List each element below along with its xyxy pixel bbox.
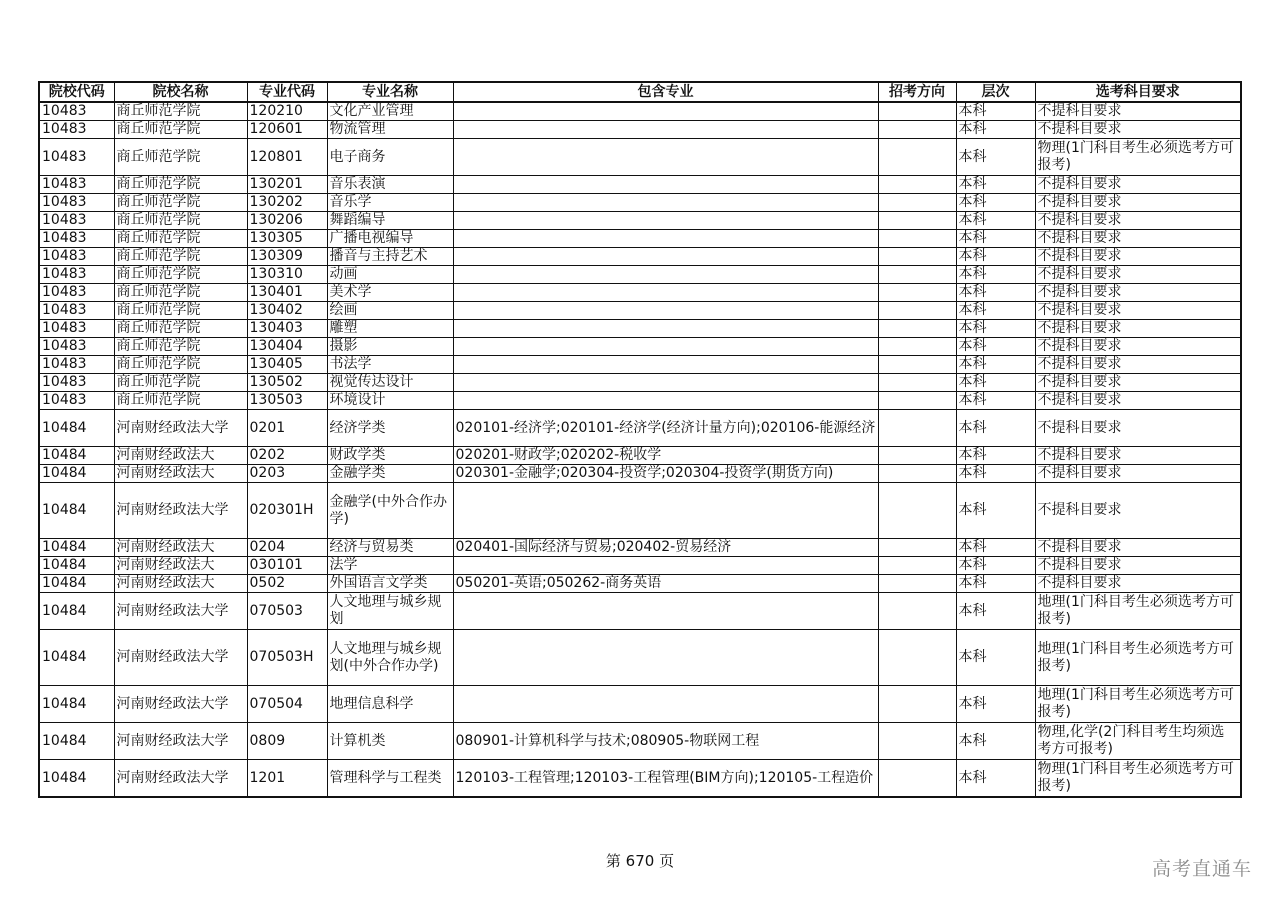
major-code-cell: 130206	[247, 212, 327, 230]
level-cell: 本科	[956, 593, 1035, 630]
subject-requirement-cell: 地理(1门科目考生必须选考方可报考)	[1035, 593, 1241, 630]
subject-requirement-cell: 物理(1门科目考生必须选考方可报考)	[1035, 760, 1241, 798]
major-name-cell: 环境设计	[327, 392, 453, 410]
direction-cell	[878, 686, 956, 723]
direction-cell	[878, 230, 956, 248]
school-name-cell: 商丘师范学院	[114, 356, 247, 374]
school-name-cell: 商丘师范学院	[114, 374, 247, 392]
table-row	[39, 320, 1241, 338]
level-cell: 本科	[956, 686, 1035, 723]
table-row	[39, 194, 1241, 212]
major-table	[38, 81, 1242, 798]
subject-requirement-cell: 不提科目要求	[1035, 102, 1241, 121]
major-name-cell: 计算机类	[327, 723, 453, 760]
direction-cell	[878, 447, 956, 465]
header-school-code: 院校代码	[39, 82, 114, 102]
page-number: 第 670 页	[605, 852, 675, 870]
level-cell: 本科	[956, 194, 1035, 212]
included-majors-cell	[453, 557, 878, 575]
level-cell: 本科	[956, 575, 1035, 593]
included-majors-cell	[453, 686, 878, 723]
subject-requirement-cell: 不提科目要求	[1035, 194, 1241, 212]
direction-cell	[878, 212, 956, 230]
table-row	[39, 266, 1241, 284]
school-code-cell: 10483	[39, 266, 114, 284]
school-name-cell: 商丘师范学院	[114, 102, 247, 121]
major-code-cell: 0204	[247, 539, 327, 557]
major-code-cell: 070503	[247, 593, 327, 630]
school-code-cell: 10484	[39, 630, 114, 686]
school-name-cell: 商丘师范学院	[114, 284, 247, 302]
subject-requirement-cell: 不提科目要求	[1035, 302, 1241, 320]
header-included-majors: 包含专业	[453, 82, 878, 102]
major-code-cell: 130402	[247, 302, 327, 320]
school-name-cell: 商丘师范学院	[114, 121, 247, 139]
subject-requirement-cell: 不提科目要求	[1035, 557, 1241, 575]
school-code-cell: 10483	[39, 248, 114, 266]
level-cell: 本科	[956, 284, 1035, 302]
major-name-cell: 人文地理与城乡规划	[327, 593, 453, 630]
subject-requirement-cell: 不提科目要求	[1035, 320, 1241, 338]
major-name-cell: 视觉传达设计	[327, 374, 453, 392]
major-code-cell: 030101	[247, 557, 327, 575]
school-code-cell: 10483	[39, 102, 114, 121]
subject-requirement-cell: 不提科目要求	[1035, 374, 1241, 392]
included-majors-cell: 050201-英语;050262-商务英语	[453, 575, 878, 593]
major-name-cell: 舞蹈编导	[327, 212, 453, 230]
included-majors-cell: 020101-经济学;020101-经济学(经济计量方向);020106-能源经济	[453, 410, 878, 447]
school-code-cell: 10484	[39, 539, 114, 557]
included-majors-cell	[453, 320, 878, 338]
table-row	[39, 593, 1241, 630]
table-row	[39, 410, 1241, 447]
table-row	[39, 686, 1241, 723]
school-code-cell: 10484	[39, 723, 114, 760]
school-name-cell: 河南财经政法大	[114, 465, 247, 483]
major-name-cell: 经济与贸易类	[327, 539, 453, 557]
school-code-cell: 10483	[39, 194, 114, 212]
major-name-cell: 金融学类	[327, 465, 453, 483]
level-cell: 本科	[956, 392, 1035, 410]
major-code-cell: 130309	[247, 248, 327, 266]
level-cell: 本科	[956, 447, 1035, 465]
major-name-cell: 地理信息科学	[327, 686, 453, 723]
table-row	[39, 392, 1241, 410]
included-majors-cell	[453, 356, 878, 374]
school-code-cell: 10484	[39, 760, 114, 798]
major-name-cell: 音乐学	[327, 194, 453, 212]
level-cell: 本科	[956, 539, 1035, 557]
table-row	[39, 248, 1241, 266]
level-cell: 本科	[956, 557, 1035, 575]
table-row	[39, 630, 1241, 686]
direction-cell	[878, 723, 956, 760]
subject-requirement-cell: 不提科目要求	[1035, 266, 1241, 284]
header-row	[39, 82, 1241, 102]
included-majors-cell: 020401-国际经济与贸易;020402-贸易经济	[453, 539, 878, 557]
school-name-cell: 商丘师范学院	[114, 212, 247, 230]
included-majors-cell: 020201-财政学;020202-税收学	[453, 447, 878, 465]
table-row	[39, 212, 1241, 230]
header-direction: 招考方向	[878, 82, 956, 102]
table-row	[39, 356, 1241, 374]
school-code-cell: 10483	[39, 356, 114, 374]
subject-requirement-cell: 不提科目要求	[1035, 284, 1241, 302]
subject-requirement-cell: 不提科目要求	[1035, 410, 1241, 447]
level-cell: 本科	[956, 176, 1035, 194]
major-code-cell: 130310	[247, 266, 327, 284]
subject-requirement-cell: 不提科目要求	[1035, 212, 1241, 230]
major-code-cell: 120601	[247, 121, 327, 139]
table-row	[39, 121, 1241, 139]
school-code-cell: 10483	[39, 176, 114, 194]
school-code-cell: 10484	[39, 465, 114, 483]
major-code-cell: 070503H	[247, 630, 327, 686]
major-name-cell: 美术学	[327, 284, 453, 302]
major-name-cell: 金融学(中外合作办学)	[327, 483, 453, 539]
direction-cell	[878, 320, 956, 338]
header-subject-requirement: 选考科目要求	[1035, 82, 1241, 102]
subject-requirement-cell: 物理(1门科目考生必须选考方可报考)	[1035, 139, 1241, 176]
major-name-cell: 动画	[327, 266, 453, 284]
direction-cell	[878, 539, 956, 557]
table-row	[39, 483, 1241, 539]
table-row	[39, 760, 1241, 798]
school-name-cell: 河南财经政法大学	[114, 686, 247, 723]
header-school-name: 院校名称	[114, 82, 247, 102]
major-code-cell: 130403	[247, 320, 327, 338]
included-majors-cell	[453, 194, 878, 212]
school-code-cell: 10483	[39, 121, 114, 139]
school-code-cell: 10483	[39, 374, 114, 392]
major-code-cell: 130503	[247, 392, 327, 410]
major-code-cell: 130401	[247, 284, 327, 302]
school-name-cell: 河南财经政法大学	[114, 723, 247, 760]
school-code-cell: 10483	[39, 230, 114, 248]
direction-cell	[878, 374, 956, 392]
table-row	[39, 575, 1241, 593]
major-name-cell: 人文地理与城乡规划(中外合作办学)	[327, 630, 453, 686]
direction-cell	[878, 392, 956, 410]
subject-requirement-cell: 地理(1门科目考生必须选考方可报考)	[1035, 686, 1241, 723]
table-row	[39, 139, 1241, 176]
subject-requirement-cell: 地理(1门科目考生必须选考方可报考)	[1035, 630, 1241, 686]
level-cell: 本科	[956, 121, 1035, 139]
major-name-cell: 音乐表演	[327, 176, 453, 194]
subject-requirement-cell: 物理,化学(2门科目考生均须选考方可报考)	[1035, 723, 1241, 760]
school-code-cell: 10484	[39, 575, 114, 593]
subject-requirement-cell: 不提科目要求	[1035, 176, 1241, 194]
level-cell: 本科	[956, 320, 1035, 338]
direction-cell	[878, 194, 956, 212]
school-code-cell: 10484	[39, 483, 114, 539]
included-majors-cell	[453, 230, 878, 248]
school-name-cell: 商丘师范学院	[114, 230, 247, 248]
included-majors-cell	[453, 266, 878, 284]
direction-cell	[878, 575, 956, 593]
school-name-cell: 商丘师范学院	[114, 302, 247, 320]
table-row	[39, 465, 1241, 483]
direction-cell	[878, 139, 956, 176]
level-cell: 本科	[956, 230, 1035, 248]
table-row	[39, 102, 1241, 121]
direction-cell	[878, 356, 956, 374]
school-code-cell: 10484	[39, 686, 114, 723]
direction-cell	[878, 102, 956, 121]
school-code-cell: 10483	[39, 320, 114, 338]
subject-requirement-cell: 不提科目要求	[1035, 338, 1241, 356]
school-name-cell: 商丘师范学院	[114, 139, 247, 176]
major-code-cell: 1201	[247, 760, 327, 798]
subject-requirement-cell: 不提科目要求	[1035, 121, 1241, 139]
school-code-cell: 10484	[39, 447, 114, 465]
major-code-cell: 0201	[247, 410, 327, 447]
included-majors-cell	[453, 248, 878, 266]
major-name-cell: 经济学类	[327, 410, 453, 447]
school-code-cell: 10483	[39, 302, 114, 320]
included-majors-cell	[453, 338, 878, 356]
included-majors-cell	[453, 593, 878, 630]
included-majors-cell: 120103-工程管理;120103-工程管理(BIM方向);120105-工程造价	[453, 760, 878, 798]
direction-cell	[878, 557, 956, 575]
direction-cell	[878, 630, 956, 686]
subject-requirement-cell: 不提科目要求	[1035, 483, 1241, 539]
direction-cell	[878, 248, 956, 266]
school-name-cell: 商丘师范学院	[114, 176, 247, 194]
major-code-cell: 130404	[247, 338, 327, 356]
level-cell: 本科	[956, 102, 1035, 121]
direction-cell	[878, 483, 956, 539]
school-code-cell: 10483	[39, 284, 114, 302]
major-name-cell: 广播电视编导	[327, 230, 453, 248]
major-code-cell: 0502	[247, 575, 327, 593]
included-majors-cell	[453, 374, 878, 392]
school-name-cell: 河南财经政法大	[114, 557, 247, 575]
table-row	[39, 284, 1241, 302]
major-code-cell: 130202	[247, 194, 327, 212]
major-name-cell: 外国语言文学类	[327, 575, 453, 593]
major-code-cell: 130405	[247, 356, 327, 374]
school-name-cell: 商丘师范学院	[114, 248, 247, 266]
header-major-name: 专业名称	[327, 82, 453, 102]
header-level: 层次	[956, 82, 1035, 102]
table-row	[39, 447, 1241, 465]
direction-cell	[878, 121, 956, 139]
subject-requirement-cell: 不提科目要求	[1035, 447, 1241, 465]
direction-cell	[878, 302, 956, 320]
major-code-cell: 130201	[247, 176, 327, 194]
level-cell: 本科	[956, 410, 1035, 447]
major-code-cell: 020301H	[247, 483, 327, 539]
major-name-cell: 电子商务	[327, 139, 453, 176]
school-name-cell: 商丘师范学院	[114, 266, 247, 284]
level-cell: 本科	[956, 374, 1035, 392]
major-code-cell: 0202	[247, 447, 327, 465]
level-cell: 本科	[956, 212, 1035, 230]
school-name-cell: 商丘师范学院	[114, 392, 247, 410]
school-code-cell: 10484	[39, 557, 114, 575]
level-cell: 本科	[956, 266, 1035, 284]
subject-requirement-cell: 不提科目要求	[1035, 392, 1241, 410]
table-body	[39, 102, 1241, 797]
included-majors-cell	[453, 102, 878, 121]
direction-cell	[878, 176, 956, 194]
direction-cell	[878, 266, 956, 284]
included-majors-cell	[453, 392, 878, 410]
major-name-cell: 书法学	[327, 356, 453, 374]
major-name-cell: 雕塑	[327, 320, 453, 338]
included-majors-cell	[453, 176, 878, 194]
direction-cell	[878, 760, 956, 798]
level-cell: 本科	[956, 723, 1035, 760]
major-code-cell: 130502	[247, 374, 327, 392]
major-name-cell: 物流管理	[327, 121, 453, 139]
school-name-cell: 河南财经政法大学	[114, 630, 247, 686]
major-name-cell: 摄影	[327, 338, 453, 356]
included-majors-cell	[453, 121, 878, 139]
school-code-cell: 10484	[39, 410, 114, 447]
major-code-cell: 070504	[247, 686, 327, 723]
table-row	[39, 230, 1241, 248]
school-name-cell: 河南财经政法大	[114, 447, 247, 465]
major-name-cell: 财政学类	[327, 447, 453, 465]
level-cell: 本科	[956, 302, 1035, 320]
subject-requirement-cell: 不提科目要求	[1035, 356, 1241, 374]
subject-requirement-cell: 不提科目要求	[1035, 539, 1241, 557]
school-code-cell: 10483	[39, 392, 114, 410]
included-majors-cell	[453, 139, 878, 176]
level-cell: 本科	[956, 338, 1035, 356]
major-code-cell: 120801	[247, 139, 327, 176]
table-row	[39, 723, 1241, 760]
school-code-cell: 10483	[39, 139, 114, 176]
subject-requirement-cell: 不提科目要求	[1035, 248, 1241, 266]
included-majors-cell	[453, 483, 878, 539]
included-majors-cell: 020301-金融学;020304-投资学;020304-投资学(期货方向)	[453, 465, 878, 483]
included-majors-cell	[453, 284, 878, 302]
school-name-cell: 河南财经政法大学	[114, 483, 247, 539]
table-row	[39, 302, 1241, 320]
subject-requirement-cell: 不提科目要求	[1035, 465, 1241, 483]
level-cell: 本科	[956, 760, 1035, 798]
school-code-cell: 10484	[39, 593, 114, 630]
school-name-cell: 商丘师范学院	[114, 194, 247, 212]
school-name-cell: 河南财经政法大	[114, 539, 247, 557]
major-name-cell: 管理科学与工程类	[327, 760, 453, 798]
watermark: 高考直通车	[1151, 858, 1252, 880]
school-name-cell: 河南财经政法大学	[114, 593, 247, 630]
table-row	[39, 557, 1241, 575]
school-name-cell: 河南财经政法大学	[114, 760, 247, 798]
direction-cell	[878, 410, 956, 447]
included-majors-cell: 080901-计算机科学与技术;080905-物联网工程	[453, 723, 878, 760]
school-name-cell: 河南财经政法大	[114, 575, 247, 593]
table-row	[39, 374, 1241, 392]
level-cell: 本科	[956, 483, 1035, 539]
table-row	[39, 338, 1241, 356]
table-row	[39, 176, 1241, 194]
school-code-cell: 10483	[39, 338, 114, 356]
header-major-code: 专业代码	[247, 82, 327, 102]
major-code-cell: 130305	[247, 230, 327, 248]
major-code-cell: 0203	[247, 465, 327, 483]
included-majors-cell	[453, 302, 878, 320]
major-name-cell: 绘画	[327, 302, 453, 320]
direction-cell	[878, 284, 956, 302]
subject-requirement-cell: 不提科目要求	[1035, 575, 1241, 593]
major-name-cell: 文化产业管理	[327, 102, 453, 121]
included-majors-cell	[453, 630, 878, 686]
major-name-cell: 法学	[327, 557, 453, 575]
direction-cell	[878, 338, 956, 356]
major-code-cell: 120210	[247, 102, 327, 121]
table-row	[39, 539, 1241, 557]
level-cell: 本科	[956, 248, 1035, 266]
direction-cell	[878, 465, 956, 483]
level-cell: 本科	[956, 630, 1035, 686]
direction-cell	[878, 593, 956, 630]
level-cell: 本科	[956, 356, 1035, 374]
school-name-cell: 商丘师范学院	[114, 320, 247, 338]
school-code-cell: 10483	[39, 212, 114, 230]
level-cell: 本科	[956, 465, 1035, 483]
school-name-cell: 河南财经政法大学	[114, 410, 247, 447]
school-name-cell: 商丘师范学院	[114, 338, 247, 356]
included-majors-cell	[453, 212, 878, 230]
level-cell: 本科	[956, 139, 1035, 176]
subject-requirement-cell: 不提科目要求	[1035, 230, 1241, 248]
major-name-cell: 播音与主持艺术	[327, 248, 453, 266]
major-code-cell: 0809	[247, 723, 327, 760]
